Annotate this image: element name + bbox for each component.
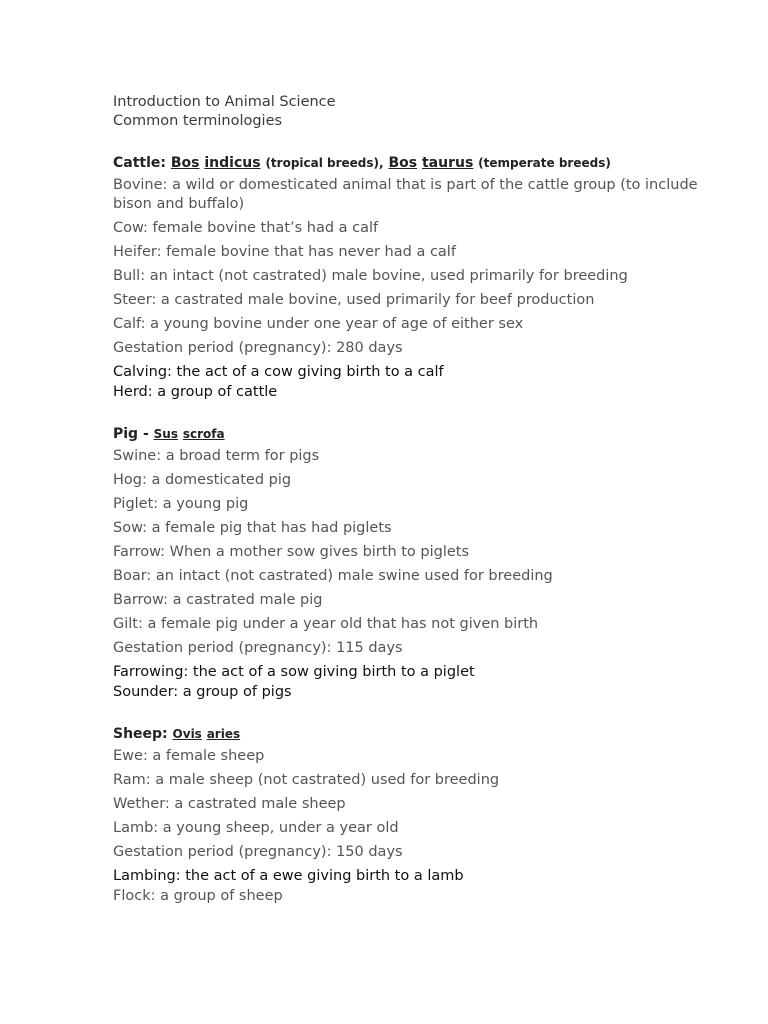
intro-block	[113, 93, 733, 131]
pig-heading	[113, 423, 733, 445]
term-flock: Flock: a group of sheep	[113, 888, 283, 904]
cattle-sci1-note: (tropical breeds),	[265, 156, 384, 170]
pig-sci-species: scrofa	[182, 427, 225, 441]
term-herd: Herd: a group of cattle	[113, 384, 278, 400]
term-pig-gestation: Gestation period (pregnancy): 115 days	[113, 640, 403, 656]
term-ewe: Ewe: a female sheep	[113, 748, 265, 764]
term-calving: Calving: the act of a cow giving birth to a calf	[113, 364, 444, 380]
cattle-sci1-species: indicus	[204, 155, 261, 171]
document-subtitle: Common terminologies	[113, 113, 283, 129]
term-heifer: Heifer: female bovine that has never had a calf	[113, 244, 456, 260]
sheep-sci-genus: Ovis	[172, 727, 202, 741]
term-sounder: Sounder: a group of pigs	[113, 684, 292, 700]
sheep-label: Sheep:	[113, 726, 168, 742]
section-sheep	[113, 723, 733, 906]
term-wether: Wether: a castrated male sheep	[113, 796, 346, 812]
term-barrow: Barrow: a castrated male pig	[113, 592, 323, 608]
cattle-sci2-species: taurus	[421, 155, 474, 171]
cattle-sci1-genus: Bos	[170, 155, 200, 171]
cattle-sci2-note: (temperate breeds)	[478, 156, 611, 170]
term-sow: Sow: a female pig that has had piglets	[113, 520, 392, 536]
cattle-heading	[113, 152, 733, 174]
term-ram: Ram: a male sheep (not castrated) used for breeding	[113, 772, 500, 788]
sheep-heading	[113, 723, 733, 745]
term-piglet: Piglet: a young pig	[113, 496, 249, 512]
document-page	[113, 93, 733, 906]
term-swine: Swine: a broad term for pigs	[113, 448, 320, 464]
term-bovine: Bovine: a wild or domesticated animal that is part of the cattle group (to include bison and buffalo)	[113, 177, 698, 212]
term-boar: Boar: an intact (not castrated) male swine used for breeding	[113, 568, 553, 584]
term-cattle-gestation: Gestation period (pregnancy): 280 days	[113, 340, 403, 356]
cattle-sci2-genus: Bos	[388, 155, 418, 171]
sheep-sci-species: aries	[206, 727, 241, 741]
term-sheep-gestation: Gestation period (pregnancy): 150 days	[113, 844, 403, 860]
section-cattle	[113, 152, 733, 402]
term-gilt: Gilt: a female pig under a year old that has not given birth	[113, 616, 539, 632]
term-cow: Cow: female bovine that’s had a calf	[113, 220, 379, 236]
term-farrow: Farrow: When a mother sow gives birth to piglets	[113, 544, 470, 560]
document-title: Introduction to Animal Science	[113, 94, 336, 110]
term-hog: Hog: a domesticated pig	[113, 472, 292, 488]
term-lamb: Lamb: a young sheep, under a year old	[113, 820, 399, 836]
section-pig	[113, 423, 733, 702]
term-lambing: Lambing: the act of a ewe giving birth to a lamb	[113, 868, 464, 884]
cattle-label: Cattle:	[113, 155, 166, 171]
term-calf: Calf: a young bovine under one year of age of either sex	[113, 316, 524, 332]
pig-label: Pig -	[113, 426, 149, 442]
term-bull: Bull: an intact (not castrated) male bovine, used primarily for breeding	[113, 268, 628, 284]
term-steer: Steer: a castrated male bovine, used primarily for beef production	[113, 292, 595, 308]
term-farrowing: Farrowing: the act of a sow giving birth to a piglet	[113, 664, 475, 680]
pig-sci-genus: Sus	[153, 427, 178, 441]
